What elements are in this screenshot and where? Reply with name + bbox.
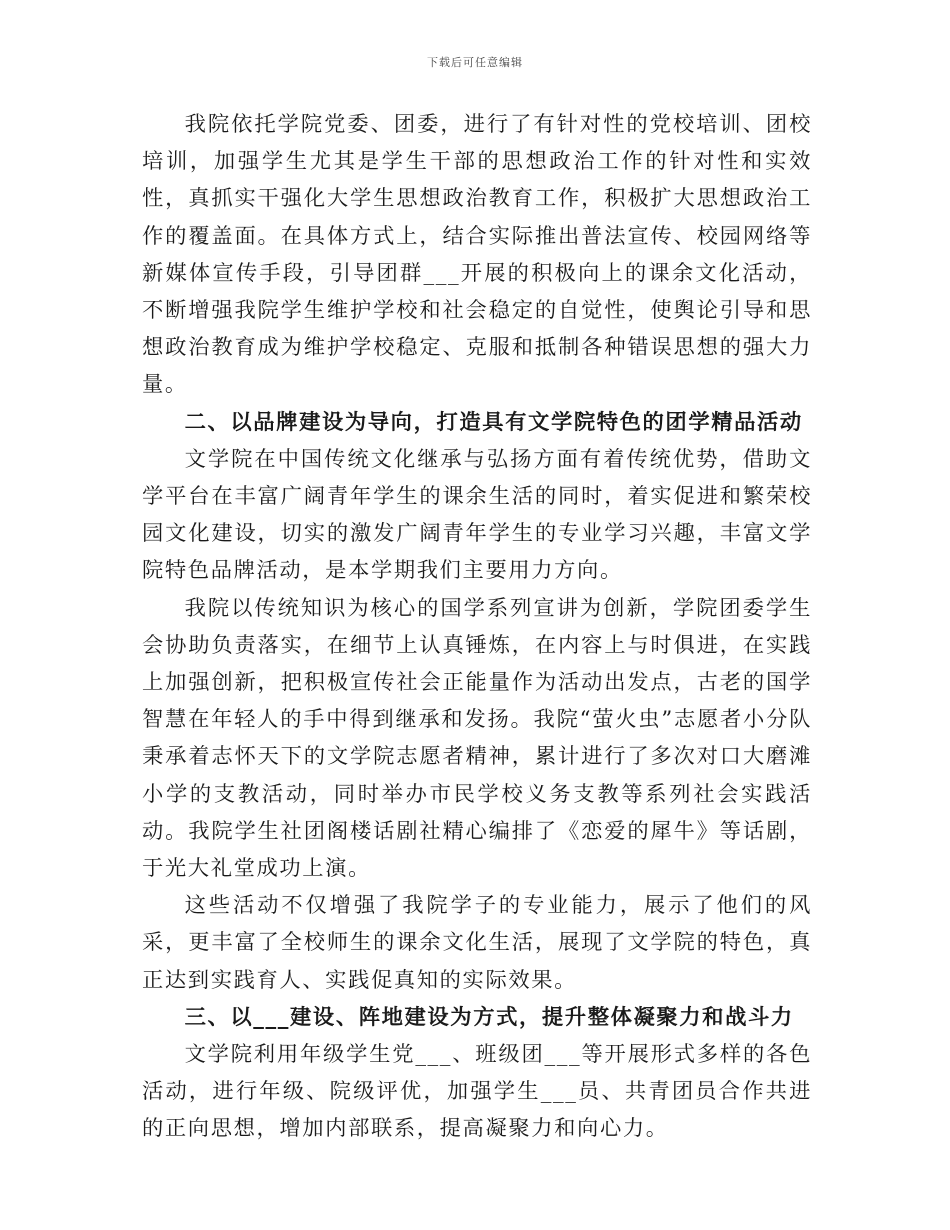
paragraph-branch-activities: 文学院利用年级学生党___、班级团___等开展形式多样的各色活动，进行年级、院级评优，加强学生___员、共青团员合作共进的正向思想，增加内部联系，提高凝聚力和向心力。 [142,1042,812,1142]
page-header: 下载后可任意编辑 [427,56,523,69]
paragraph-party-school-training: 我院依托学院党委、团委，进行了有针对性的党校培训、团校培训，加强学生尤其是学生干部的思想政治工作的针对性和实效性，真抓实干强化大学生思想政治教育工作，积极扩大思想政治工作的覆盖面。在具体方式上，结合实际推出普法宣传、校园网络等新媒体宣传手段，引导团群___开展的积极向上的课余文化活动，不断增强我院学生维护学校和社会稳定的自觉性，使舆论引导和思想政治教育成为维护学校稳定、克服和抵制各种错误思想的强大力量。 [142,112,812,398]
document-body [142,106,812,1148]
paragraph-guoxue-lectures: 我院以传统知识为核心的国学系列宣讲为创新，学院团委学生会协助负责落实，在细节上认真锤炼，在内容上与时俱进，在实践上加强创新，把积极宣传社会正能量作为活动出发点，古老的国学智慧在年轻人的手中得到继承和发扬。我院“萤火虫”志愿者小分队秉承着志怀天下的文学院志愿者精神，累计进行了多次对口大磨滩小学的支教活动，同时举办市民学校义务支教等系列社会实践活动。我院学生社团阁楼话剧社精心编排了《恋爱的犀牛》等话剧，于光大礼堂成功上演。 [142,595,812,882]
section-heading-cohesion: 三、以___建设、阵地建设为方式，提升整体凝聚力和战斗力 [184,1004,794,1030]
section-heading-brand-building: 二、以品牌建设为导向，打造具有文学院特色的团学精品活动 [184,409,803,435]
paragraph-traditional-culture: 文学院在中国传统文化继承与弘扬方面有着传统优势，借助文学平台在丰富广阔青年学生的课余生活的同时，着实促进和繁荣校园文化建设，切实的激发广阔青年学生的专业学习兴趣，丰富文学院特色品牌活动，是本学期我们主要用力方向。 [142,446,812,584]
paragraph-activity-effects: 这些活动不仅增强了我院学子的专业能力，展示了他们的风采，更丰富了全校师生的课余文化生活，展现了文学院的特色，真正达到实践育人、实践促真知的实际效果。 [142,893,812,993]
